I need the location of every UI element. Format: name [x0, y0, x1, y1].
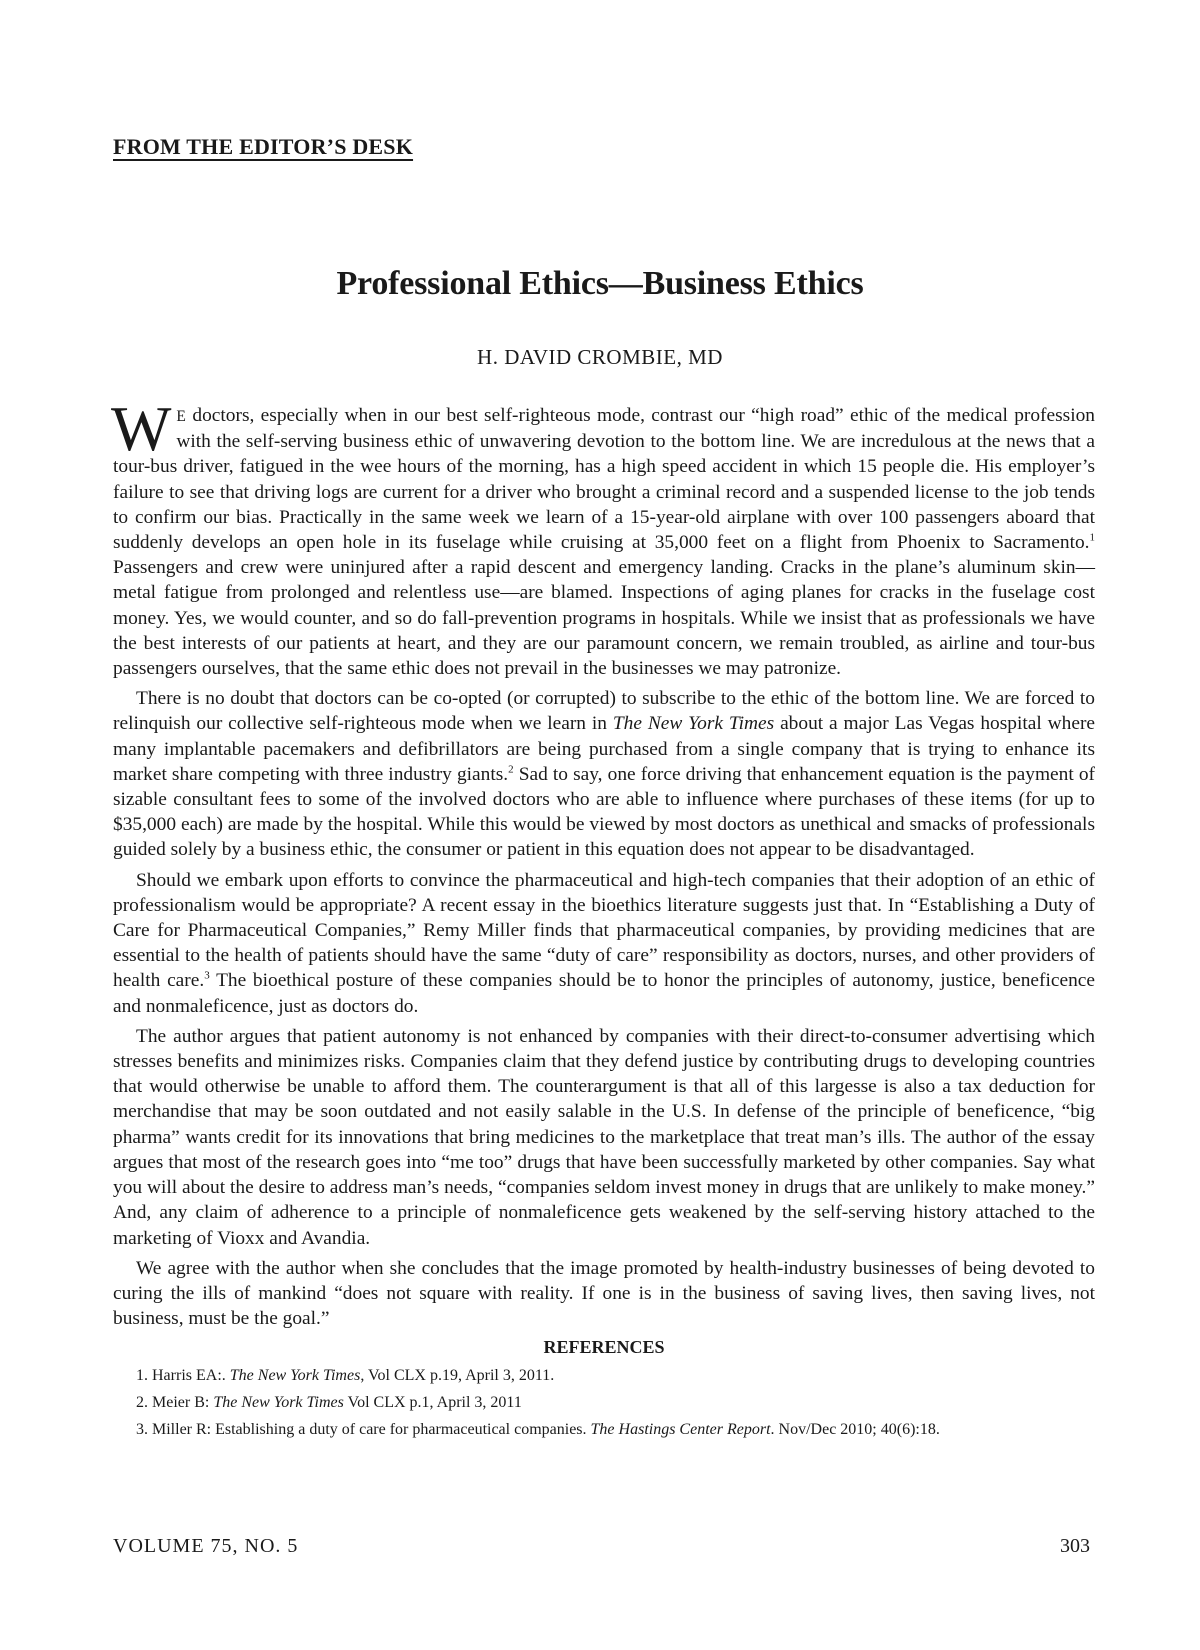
reference-1 — [113, 1365, 1095, 1387]
paragraph-4: The author argues that patient autonomy is not enhanced by companies with their direct-to-consumer advertising which stresses benefits and minimizes risks. Companies claim that they defend justice by contributing drugs to developing countries that would otherwise be unable to afford them. The counterargument is that all of this largesse is also a tax deduction for merchandise that may be soon outdated and not easily salable in the U.S. In defense of the principle of beneficence, “big pharma” wants credit for its innovations that bring medicines to the marketplace that treat man’s ills. The author of the essay argues that most of the research goes into “me too” drugs that have been successfully marketed by other companies. Say what you will about the desire to address man’s needs, “companies seldom invest money in drugs that are unlikely to make money.” And, any claim of adherence to a principle of nonmaleficence gets weakened by the self-serving history attached to the marketing of Vioxx and Avandia. — [113, 1025, 1095, 1249]
reference-text: Vol CLX p.1, April 3, 2011 — [343, 1393, 522, 1411]
reference-number: 1. — [136, 1366, 148, 1384]
paragraph-1 — [111, 393, 1095, 681]
paragraph-2-italic: The New York Times — [612, 713, 775, 735]
article-body — [111, 393, 1096, 1446]
author-byline: H. DAVID CROMBIE, MD — [477, 345, 723, 369]
reference-number: 3. — [136, 1420, 148, 1438]
article-title: Professional Ethics—Business Ethics — [336, 265, 864, 302]
reference-italic: The Hastings Center Report — [590, 1420, 771, 1438]
journal-volume: VOLUME 75, NO. 5 — [113, 1535, 299, 1557]
paragraph-2-text-c: Sad to say, one force driving that enhancement equation is the payment of sizable consultant fees to some of the involved doctors who are able to influence where purchases of these items (for up to $35,000 each) are made by the hospital. While this would be viewed by most doctors as unethical and smacks of professionals guided solely by a business ethic, the consumer or patient in this equation does not appear to be disadvantaged. — [113, 763, 1095, 861]
reference-italic: The New York Times — [213, 1393, 344, 1411]
footnote-marker-1: 1 — [1089, 531, 1095, 544]
footnote-marker-2: 2 — [508, 763, 514, 776]
reference-text: Miller R: Establishing a duty of care for pharmaceutical companies. — [152, 1420, 591, 1438]
reference-3 — [113, 1419, 1095, 1441]
page-number: 303 — [1060, 1535, 1090, 1557]
reference-text: Meier B: — [152, 1393, 214, 1411]
paragraph-3-text-a: Should we embark upon efforts to convince the pharmaceutical and high-tech companies that their adoption of an ethic of professionalism would be appropriate? A recent essay in the bioethics literature suggests just that. In “Establishing a Duty of Care for Pharmaceutical Companies,” Remy Miller finds that pharmaceutical companies, by providing medicines that are essential to the health of patients should have the same “duty of care” responsibility as doctors, nurses, and other providers of health care. — [113, 869, 1095, 992]
paragraph-2 — [113, 686, 1095, 862]
references-heading: REFERENCES — [543, 1337, 665, 1358]
paragraph-1-text-b: Passengers and crew were uninjured after a rapid descent and emergency landing. Cracks in the plane’s aluminum skin—metal fatigue from prolonged and relentless use—are blamed. Inspections of aging planes for cracks in the fuselage cost money. Yes, we would counter, and so do fall-prevention programs in hospitals. While we insist that as professionals we have the best interests of our patients at heart, and they are our paramount concern, we remain troubled, as airline and tour-bus passengers ourselves, that the same ethic does not prevail in the businesses we may patronize. — [113, 557, 1095, 680]
paragraph-1-text-a: doctors, especially when in our best self-righteous mode, contrast our “high road” ethic of the medical profession with the self-serving business ethic of unwavering devotion to the bottom line. We are incredulous at the news that a tour-bus driver, fatigued in the wee hours of the morning, has a high speed accident in which 15 people die. His employer’s failure to see that driving logs are current for a driver who brought a criminal record and a suspended license to the job tends to confirm our bias. Practically in the same week we learn of a 15-year-old airplane with over 100 passengers aboard that suddenly develops an open hole in its fuselage while cruising at 35,000 feet on a flight from Phoenix to Sacramento. — [113, 405, 1095, 554]
reference-2 — [113, 1392, 1095, 1414]
drop-cap-continuation: E — [176, 408, 187, 425]
paragraph-2-text-b: about a major Las Vegas hospital where many implantable pacemakers and defibrillators are being purchased from a single company that is trying to enhance its market share competing with three industry giants. — [113, 713, 1096, 785]
section-heading: FROM THE EDITOR’S DESK — [113, 134, 414, 159]
reference-italic: The New York Times — [229, 1366, 361, 1384]
reference-text: . Nov/Dec 2010; 40(6):18. — [770, 1420, 940, 1438]
drop-cap: W — [111, 393, 172, 464]
reference-text: , Vol CLX p.19, April 3, 2011. — [360, 1366, 555, 1384]
footnote-marker-3: 3 — [204, 970, 210, 982]
paragraph-3-text-b: The bioethical posture of these companies should be to honor the principles of autonomy, justice, beneficence and nonmaleficence, just as doctors do. — [113, 970, 1095, 1017]
paragraph-3 — [113, 868, 1095, 1019]
reference-text: Harris EA:. — [152, 1366, 230, 1384]
paragraph-2-text-a: There is no doubt that doctors can be co-opted (or corrupted) to subscribe to the ethic of the bottom line. We are forced to relinquish our collective self-righteous mode when we learn in — [113, 688, 1095, 735]
reference-number: 2. — [136, 1393, 148, 1411]
paragraph-5: We agree with the author when she concludes that the image promoted by health-industry businesses of being devoted to curing the ills of mankind “does not square with reality. If one is in the business of saving lives, then saving lives, not business, must be the goal.” — [113, 1257, 1095, 1330]
